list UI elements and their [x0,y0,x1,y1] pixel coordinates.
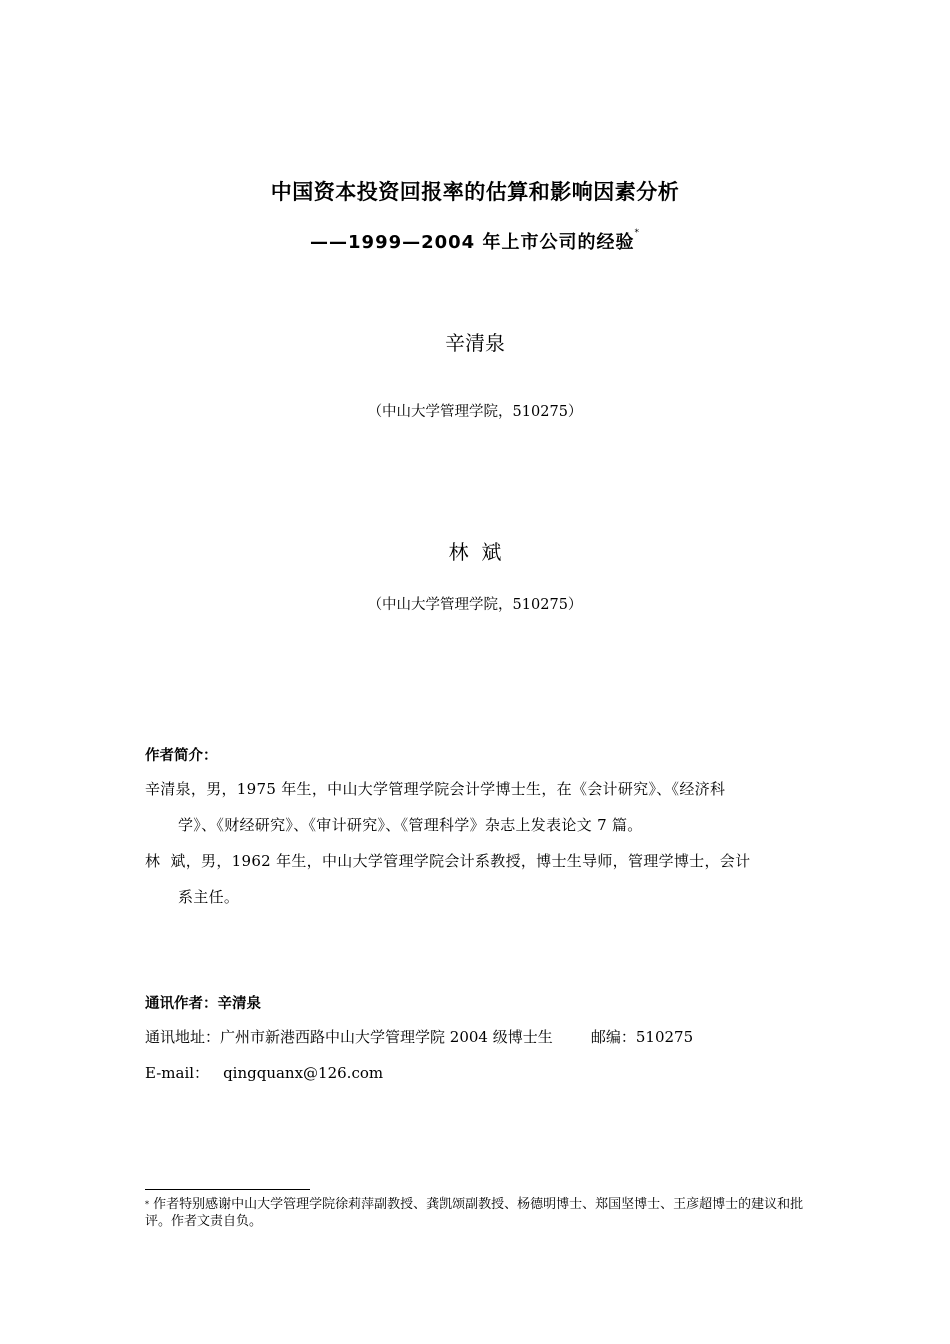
bio-heading: 作者简介： [145,748,218,764]
bio-entry-1-line-2: 学》、《财经研究》、《审计研究》、《管理科学》杂志上发表论文 7 篇。 [178,816,643,834]
author-name-1: 辛清泉 [445,331,505,355]
paper-title: 中国资本投资回报率的估算和影响因素分析 [270,180,680,204]
author-affiliation-2: （中山大学管理学院，510275） [367,597,583,613]
footnote-text: 作者特别感谢中山大学管理学院徐莉萍副教授、龚凯颂副教授、杨德明博士、郑国坚博士、王彦超博士的建议和批评。作者文责自负。 [145,1197,804,1229]
contact-email-line [145,1062,383,1083]
bio-entry-2-line-1: 林 斌，男，1962 年生，中山大学管理学院会计系教授，博士生导师，管理学博士，会计 [145,852,751,870]
author-affiliation-1: （中山大学管理学院，510275） [367,404,583,420]
subtitle-text: ——1999—2004 年上市公司的经验 [310,232,635,253]
email-address: qingquanx@126.com [223,1064,384,1082]
footnote-marker: * [145,1200,149,1209]
author-name-2: 林 斌 [448,540,502,564]
paper-subtitle [0,228,950,254]
footnote-divider [145,1189,310,1190]
bio-entry-1-line-1: 辛清泉，男，1975 年生，中山大学管理学院会计学博士生，在《会计研究》、《经济科 [145,780,726,798]
email-label: E-mail： [145,1064,210,1082]
subtitle-footnote-marker: * [634,228,640,238]
contact-address: 通讯地址：广州市新港西路中山大学管理学院 2004 级博士生 邮编：510275 [145,1028,694,1046]
bio-entry-2-line-2: 系主任。 [178,888,240,906]
corresponding-author-heading: 通讯作者：辛清泉 [145,996,261,1012]
footnote [145,1196,805,1230]
